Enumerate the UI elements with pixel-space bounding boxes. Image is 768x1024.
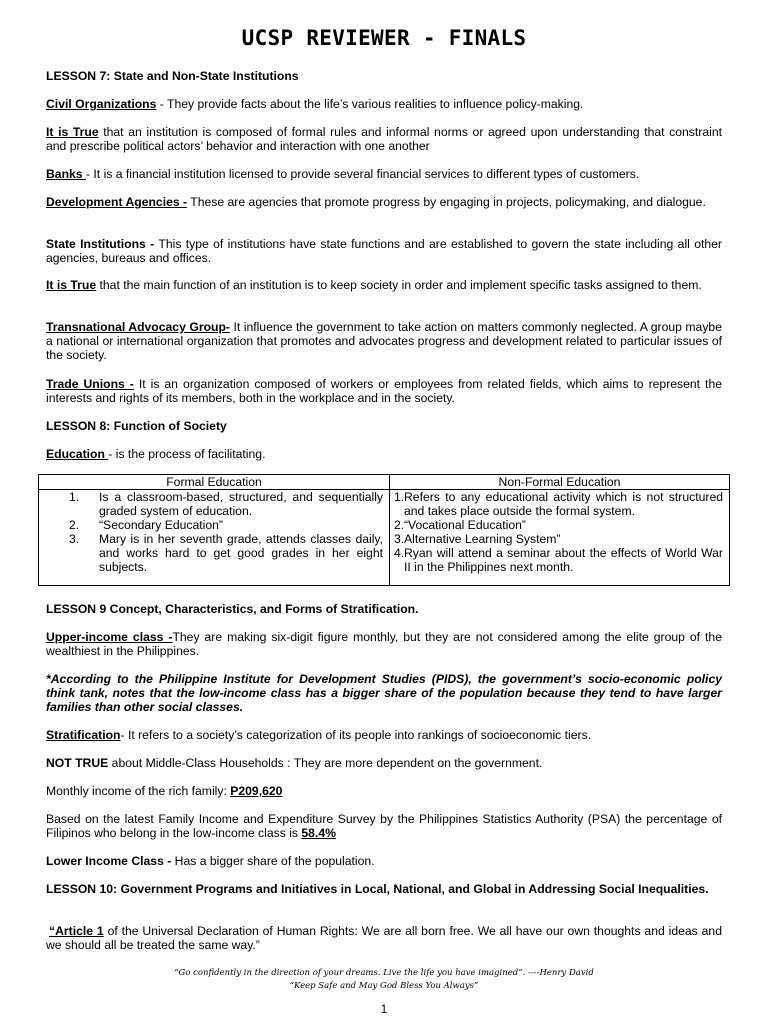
term: Civil Organizations bbox=[46, 97, 157, 111]
definition: - They provide facts about the life’s various realities to influence policy-making. bbox=[156, 97, 584, 111]
lesson-10-heading: LESSON 10: Government Programs and Initiatives in Local, National, and Global in Addressing Social Inequalities. bbox=[46, 882, 709, 896]
list-text: Alternative Learning System” bbox=[404, 532, 561, 546]
definition: It is an organization composed of workers or employees from related fields, which aims to represent the interests and rights of its members, both in the workplace and in the society. bbox=[46, 377, 722, 405]
definition: about Middle-Class Households : They are more dependent on the government. bbox=[108, 756, 543, 770]
list-text: Is a classroom-based, structured, and sequentially graded system of education. bbox=[99, 490, 383, 518]
list-number: 4. bbox=[394, 546, 405, 560]
civil-organizations-paragraph bbox=[46, 97, 722, 111]
monthly-income-paragraph bbox=[46, 784, 722, 798]
term: Trade Unions - bbox=[46, 377, 134, 391]
list-number: 2. bbox=[69, 518, 80, 532]
list-number: 3. bbox=[69, 532, 80, 546]
list-text: “Secondary Education” bbox=[99, 518, 223, 532]
text: Based on the latest Family Income and Expenditure Survey by the Philippines Statistics Authority (PSA) the percentage of Filipinos who belong in the low-income class is bbox=[46, 812, 722, 840]
definition: - It refers to a society’s categorization of its people into rankings of socioeconomic tiers. bbox=[120, 728, 592, 742]
percentage-value: 58.4% bbox=[301, 826, 336, 840]
development-agencies-paragraph bbox=[46, 195, 722, 209]
list-text: Ryan will attend a seminar about the effects of World War II in the Philippines next month. bbox=[404, 546, 723, 574]
education-paragraph bbox=[46, 447, 722, 461]
page-number: 1 bbox=[380, 1002, 388, 1016]
list-item bbox=[43, 532, 383, 574]
term: Stratification bbox=[46, 728, 121, 742]
term: NOT TRUE bbox=[46, 756, 109, 770]
term: “Article 1 bbox=[49, 924, 104, 938]
list-item bbox=[394, 518, 723, 532]
income-value: P209,620 bbox=[230, 784, 283, 798]
education-comparison-table bbox=[38, 474, 730, 586]
definition: - is the process of facilitating. bbox=[108, 447, 266, 461]
it-is-true-paragraph-2 bbox=[46, 278, 722, 292]
list-number: 1. bbox=[394, 490, 405, 504]
upper-income-class-paragraph bbox=[46, 630, 722, 658]
list-text: Mary is in her seventh grade, attends classes daily, and works hard to get good grades in her eight subjects. bbox=[99, 532, 383, 574]
definition: of the Universal Declaration of Human Rights: We are all born free. We all have our own thoughts and ideas and we should all be treated the same way.” bbox=[46, 924, 722, 952]
article-1-paragraph bbox=[46, 924, 722, 952]
list-text: “Vocational Education” bbox=[404, 518, 526, 532]
non-formal-education-list bbox=[394, 490, 723, 574]
non-formal-education-cell bbox=[390, 490, 730, 586]
list-item bbox=[43, 490, 383, 518]
term: Transnational Advocacy Group- bbox=[46, 320, 230, 334]
term: Upper-income class - bbox=[46, 630, 173, 644]
list-item bbox=[394, 546, 723, 574]
term: Lower Income Class - bbox=[46, 854, 172, 868]
lesson-7-heading: LESSON 7: State and Non-State Institutions bbox=[46, 69, 299, 83]
term: Development Agencies - bbox=[46, 195, 188, 209]
footer-quote-2: “Keep Safe and May God Bless You Always” bbox=[289, 981, 479, 991]
list-number: 2. bbox=[394, 518, 405, 532]
list-item bbox=[394, 490, 723, 518]
term: State Institutions - bbox=[46, 237, 155, 251]
document-title: UCSP REVIEWER - FINALS bbox=[241, 26, 527, 50]
psa-survey-paragraph bbox=[46, 812, 722, 840]
formal-education-list bbox=[43, 490, 383, 574]
definition: They are making six-digit figure monthly, but they are not considered among the elite group of the wealthiest in the Philippines. bbox=[46, 630, 722, 658]
definition: These are agencies that promote progress by engaging in projects, policymaking, and dialogue. bbox=[187, 195, 706, 209]
lesson-9-heading: LESSON 9 Concept, Characteristics, and Forms of Stratification. bbox=[46, 602, 419, 616]
list-item bbox=[394, 532, 723, 546]
term: It is True bbox=[46, 125, 99, 139]
definition: It influence the government to take action on matters commonly neglected. A group maybe a national or international organization that promotes and advocates progress and development related to particular issues of the society. bbox=[46, 320, 722, 362]
not-true-paragraph bbox=[46, 756, 722, 770]
formal-education-cell bbox=[39, 490, 390, 586]
transnational-advocacy-group-paragraph bbox=[46, 320, 722, 362]
table-row bbox=[39, 490, 730, 586]
lower-income-class-paragraph bbox=[46, 854, 722, 868]
table-header-row bbox=[39, 475, 730, 490]
label: Monthly income of the rich family: bbox=[46, 784, 231, 798]
list-text: Refers to any educational activity which is not structured and takes place outside the formal system. bbox=[404, 490, 723, 518]
state-institutions-paragraph bbox=[46, 237, 722, 265]
term: Education bbox=[46, 447, 109, 461]
definition: This type of institutions have state functions and are established to govern the state including all other agencies, bureaus and offices. bbox=[46, 237, 722, 265]
banks-paragraph bbox=[46, 167, 722, 181]
list-item bbox=[43, 518, 383, 532]
lesson-8-heading: LESSON 8: Function of Society bbox=[46, 419, 227, 433]
table-header: Formal Education bbox=[39, 475, 390, 490]
stratification-paragraph bbox=[46, 728, 722, 742]
definition: that an institution is composed of formal rules and informal norms or agreed upon understanding that constraint and prescribe political actors’ behavior and interaction with one another bbox=[46, 125, 722, 153]
term: It is True bbox=[46, 278, 97, 292]
table-header: Non-Formal Education bbox=[390, 475, 730, 490]
term: Banks bbox=[46, 167, 86, 181]
it-is-true-paragraph-1 bbox=[46, 125, 722, 153]
definition: that the main function of an institution is to keep society in order and implement specific tasks assigned to them. bbox=[96, 278, 702, 292]
footer-quote-1: “Go confidently in the direction of your dreams. Live the life you have imagined”. ----Henry David bbox=[174, 968, 594, 978]
definition: - It is a financial institution licensed to provide several financial services to different types of customers. bbox=[85, 167, 640, 181]
list-number: 1. bbox=[69, 490, 80, 504]
list-number: 3. bbox=[394, 532, 405, 546]
pids-note-paragraph: *According to the Philippine Institute for Development Studies (PIDS), the government’s socio-economic policy think tank, notes that the low-income class has a bigger share of the population because they tend to have larger families than other social classes. bbox=[46, 672, 722, 714]
definition: Has a bigger share of the population. bbox=[171, 854, 375, 868]
trade-unions-paragraph bbox=[46, 377, 722, 405]
